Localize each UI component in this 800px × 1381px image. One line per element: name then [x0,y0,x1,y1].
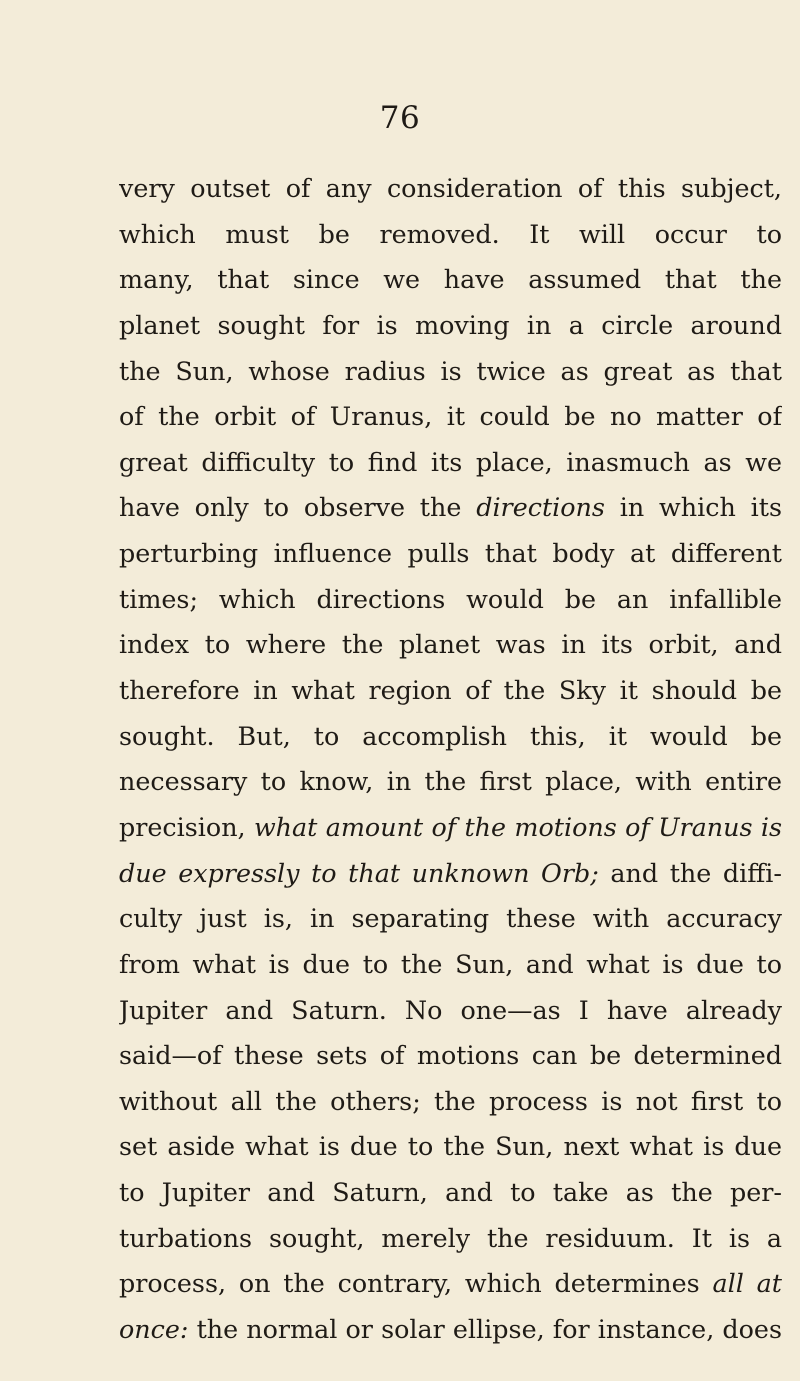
text-segment: process, on the contrary, which determines [119,1268,713,1299]
text-line: from what is due to the Sun, and what is due to [119,948,782,979]
text-segment: and the diffi- [598,857,782,888]
italic-phrase: once: [119,1314,189,1345]
text-line [119,1261,782,1307]
text-line: turbations sought, merely the residuum. It is a [119,1222,782,1253]
text-line: perturbing influence pulls that body at different [119,538,782,569]
text-line: set aside what is due to the Sun, next what is due [119,1131,782,1162]
italic-phrase: all at [712,1268,782,1299]
text-line: culty just is, in separating these with accuracy [119,903,782,934]
page-number: 76 [379,100,421,136]
text-line: which must be removed. It will occur to [119,218,782,249]
text-line: very outset of any consideration of this subject, [119,173,782,203]
text-line [119,1307,782,1353]
text-segment: in which its [604,492,782,523]
text-line: to Jupiter and Saturn, and to take as the per- [119,1177,782,1208]
text-line: index to where the planet was in its orbit, and [119,629,782,660]
text-line: times; which directions would be an infallible [119,583,782,614]
text-line: of the orbit of Uranus, it could be no matter of [119,401,782,432]
text-segment: have only to observe the [119,492,477,523]
text-line: planet sought for is moving in a circle around [119,309,782,340]
body-text [119,166,782,1353]
text-line: Jupiter and Saturn. No one—as I have already [119,994,782,1025]
text-line [119,485,782,531]
italic-phrase: directions [476,492,605,523]
text-line: necessary to know, in the first place, with entire [119,766,782,797]
italic-phrase: due expressly to that unknown Orb; [119,857,599,888]
text-line: the Sun, whose radius is twice as great as that [119,355,782,386]
text-line: great difficulty to find its place, inasmuch as we [119,446,782,477]
italic-phrase: what amount of the motions of Uranus is [253,811,782,842]
text-line [119,851,782,897]
text-line: therefore in what region of the Sky it should be [119,675,782,706]
text-segment: precision, [119,811,254,842]
text-line: sought. But, to accomplish this, it would be [119,720,782,751]
text-line: without all the others; the process is not first to [119,1085,782,1116]
text-line: said—of these sets of motions can be determined [119,1040,782,1071]
text-line [119,805,782,851]
text-line: many, that since we have assumed that the [119,264,782,295]
text-segment: the normal or solar ellipse, for instance, does [188,1314,782,1345]
